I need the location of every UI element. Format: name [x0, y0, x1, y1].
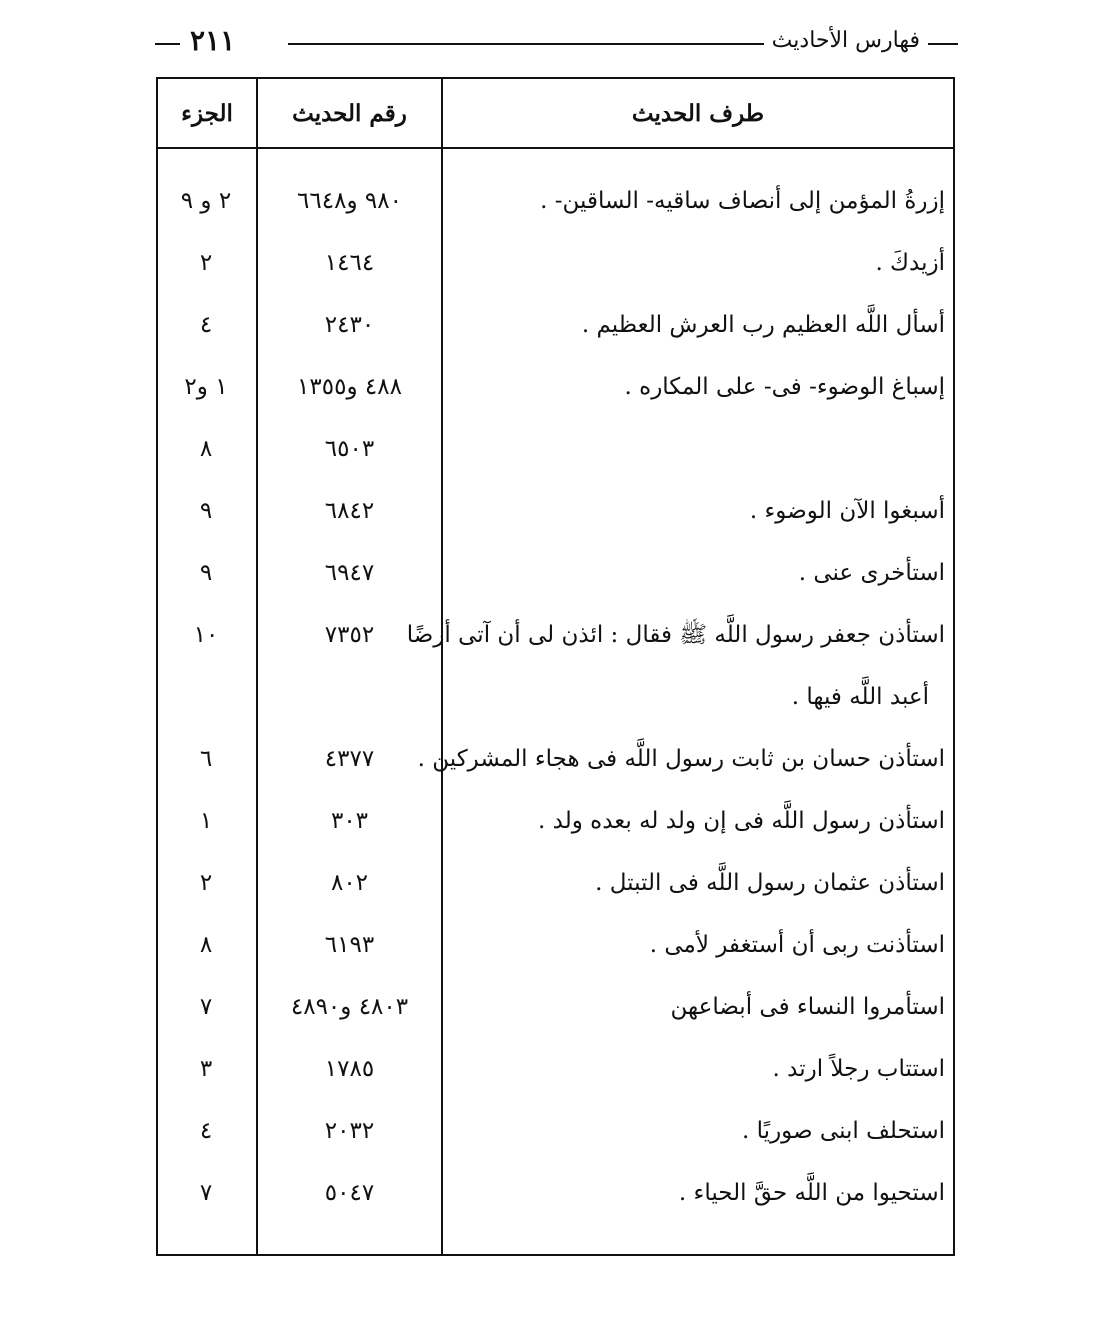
- header-rule-right: [928, 43, 958, 45]
- hadith-number: ١٤٦٤: [324, 250, 375, 276]
- table-row: [156, 739, 955, 779]
- hadith-text: أعبد اللَّه فيها .: [791, 684, 929, 710]
- volume-number: ٢: [199, 250, 213, 276]
- volume-number: ٨: [199, 932, 213, 958]
- hadith-number: ٦١٩٣: [324, 932, 375, 958]
- volume-number: ٢: [199, 870, 213, 896]
- hadith-text: أسبغوا الآن الوضوء .: [749, 498, 945, 524]
- hadith-text: استحيوا من اللَّه حقَّ الحياء .: [678, 1180, 945, 1206]
- hadith-number: ٦٩٤٧: [324, 560, 375, 586]
- hadith-text: استأذن رسول اللَّه فى إن ولد له بعده ولد .: [538, 808, 945, 834]
- running-header: [155, 26, 958, 62]
- table-row: [156, 243, 955, 283]
- hadith-text: استأذن عثمان رسول اللَّه فى التبتل .: [595, 870, 945, 896]
- header-rule-middle: [288, 43, 778, 45]
- hadith-number: ٦٥٠٣: [324, 436, 375, 462]
- table-row: [156, 491, 955, 531]
- column-header-number: رقم الحديث: [292, 100, 407, 127]
- hadith-text: أزيدكَ .: [875, 250, 945, 276]
- hadith-number: ٦٨٤٢: [324, 498, 375, 524]
- table-row: [156, 615, 955, 655]
- header-row-divider: [156, 147, 955, 149]
- hadith-number: ٢٠٣٢: [324, 1118, 375, 1144]
- hadith-number: ٤٨٠٣ و٤٨٩٠: [290, 994, 409, 1020]
- table-row: [156, 305, 955, 345]
- column-header-part: الجزء: [181, 100, 233, 127]
- table-row: [156, 925, 955, 965]
- hadith-text: استأذنت ربى أن أستغفر لأمى .: [649, 932, 945, 958]
- hadith-text: استأخرى عنى .: [798, 560, 945, 586]
- hadith-number: ٩٨٠ و٦٦٤٨: [297, 188, 402, 214]
- hadith-number: ٥٠٤٧: [324, 1180, 375, 1206]
- volume-number: ٤: [199, 312, 213, 338]
- table-row: [156, 553, 955, 593]
- volume-number: ١: [199, 808, 213, 834]
- hadith-number: ٤٨٨ و١٣٥٥: [297, 374, 402, 400]
- volume-number: ٦: [199, 746, 213, 772]
- table-row-continuation: [156, 677, 955, 717]
- hadith-text: أسأل اللَّه العظيم رب العرش العظيم .: [581, 312, 945, 338]
- hadith-text: استأذن جعفر رسول اللَّه ﷺ فقال : ائذن لى أن آتى أرضًا: [406, 622, 945, 648]
- hadith-text: إزرةُ المؤمن إلى أنصاف ساقيه- الساقين- .: [540, 188, 945, 214]
- volume-number: ١ و٢: [184, 374, 228, 400]
- hadith-number: ٢٤٣٠: [324, 312, 375, 338]
- header-title: فهارس الأحاديث: [764, 28, 928, 53]
- table-row: [156, 181, 955, 221]
- hadith-number: ٧٣٥٢: [324, 622, 375, 648]
- hadith-number: ٤٣٧٧: [324, 746, 375, 772]
- hadith-text: استأذن حسان بن ثابت رسول اللَّه فى هجاء المشركين .: [417, 746, 945, 772]
- table-row: [156, 987, 955, 1027]
- table-row: [156, 801, 955, 841]
- volume-number: ٧: [199, 1180, 213, 1206]
- volume-number: ٤: [199, 1118, 213, 1144]
- hadith-number: ٣٠٣: [330, 808, 369, 834]
- volume-number: ٣: [199, 1056, 213, 1082]
- column-header-text: طرف الحديث: [631, 100, 765, 127]
- volume-number: ٧: [199, 994, 213, 1020]
- table-row: [156, 863, 955, 903]
- volume-number: ٩: [199, 560, 213, 586]
- table-row: [156, 1049, 955, 1089]
- table-row: [156, 367, 955, 407]
- volume-number: ٨: [199, 436, 213, 462]
- volume-number: ١٠: [193, 622, 219, 648]
- hadith-number: ٨٠٢: [330, 870, 369, 896]
- page-number: ٢١١: [180, 24, 245, 57]
- volume-number: ٢ و ٩: [180, 188, 232, 214]
- table-row: [156, 429, 955, 469]
- table-row: [156, 1111, 955, 1151]
- volume-number: ٩: [199, 498, 213, 524]
- hadith-text: استتاب رجلاً ارتد .: [772, 1056, 945, 1082]
- hadith-number: ١٧٨٥: [324, 1056, 375, 1082]
- hadith-text: استأمروا النساء فى أبضاعهن: [670, 994, 945, 1020]
- hadith-text: استحلف ابنى صوريًا .: [742, 1118, 945, 1144]
- hadith-text: إسباغ الوضوء- فى- على المكاره .: [624, 374, 945, 400]
- table-row: [156, 1173, 955, 1213]
